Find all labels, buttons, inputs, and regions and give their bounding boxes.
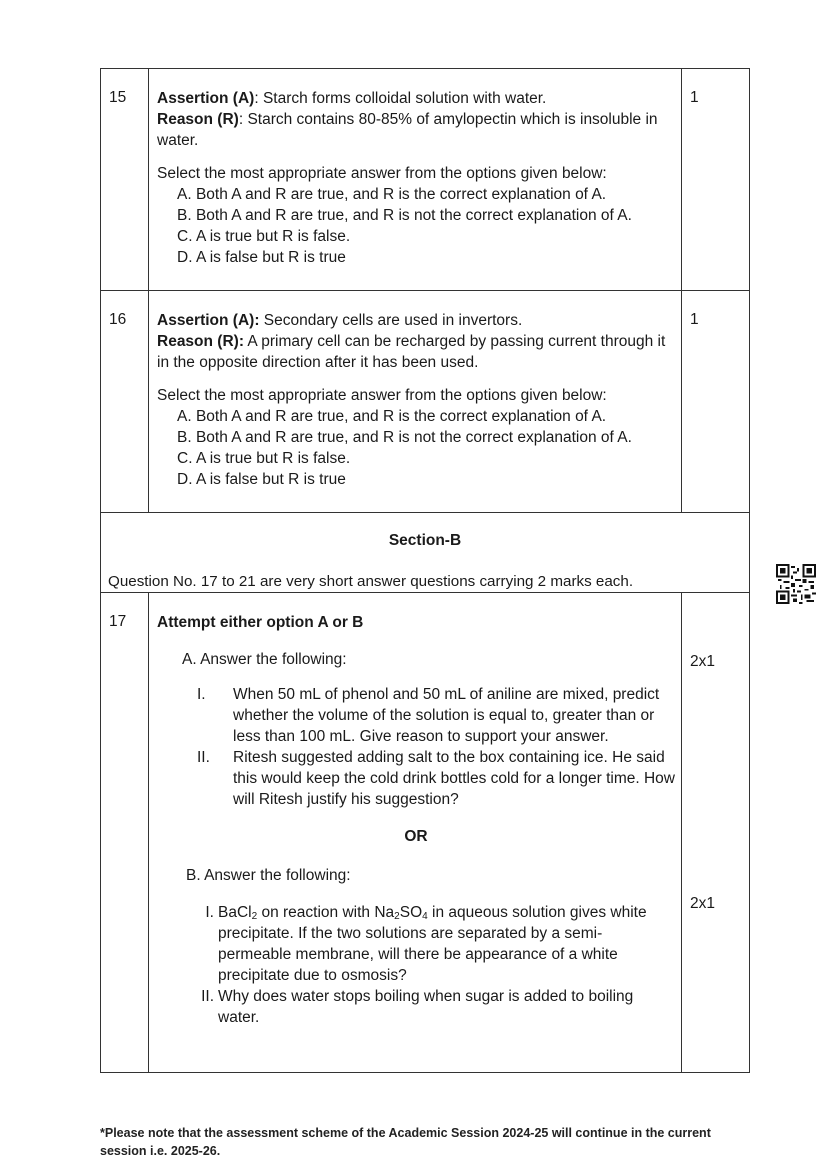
section-description: Question No. 17 to 21 are very short answer questions carrying 2 marks each.	[108, 573, 634, 590]
assertion-text: : Starch forms colloidal solution with water.	[254, 90, 547, 107]
question-row-17	[101, 593, 750, 1073]
option-a-marks: 2x1	[690, 653, 715, 670]
question-row-16	[101, 291, 750, 513]
option-a: A. Both A and R are true, and R is the correct explanation of A.	[177, 186, 607, 203]
option-a: A. Both A and R are true, and R is the correct explanation of A.	[177, 408, 607, 425]
assertion-label: Assertion (A):	[157, 312, 260, 329]
question-marks: 1	[682, 291, 750, 513]
assertion-label: Assertion (A)	[157, 90, 255, 107]
option-b-label: B. Answer the following:	[186, 867, 351, 884]
assertion-line	[157, 310, 675, 331]
assertion-line	[157, 88, 675, 109]
reason-label: Reason (R)	[157, 111, 239, 128]
item-numeral: I.	[197, 686, 206, 703]
question-body	[149, 291, 682, 513]
instruction: Select the most appropriate answer from the options given below:	[157, 387, 607, 404]
question-marks: 1	[682, 69, 750, 291]
qr-code-icon	[776, 564, 816, 604]
option-c: C. A is true but R is false.	[177, 228, 351, 245]
item-numeral: II.	[197, 749, 210, 766]
option-a-item-2	[157, 747, 675, 810]
or-separator: OR	[404, 828, 428, 845]
section-title: Section-B	[388, 532, 462, 549]
question-heading: Attempt either option A or B	[157, 614, 364, 631]
footer-note: *Please note that the assessment scheme of the Academic Session 2024-25 will continue in the current session i.e. 2025-26.	[100, 1126, 711, 1158]
option-b: B. Both A and R are true, and R is not the correct explanation of A.	[177, 429, 632, 446]
option-d: D. A is false but R is true	[177, 471, 346, 488]
reason-text: A primary cell can be recharged by passing current through it in the opposite direction after it has been used.	[157, 333, 666, 371]
reason-text: : Starch contains 80-85% of amylopectin which is insoluble in water.	[157, 111, 658, 149]
assertion-text: Secondary cells are used in invertors.	[259, 312, 523, 329]
option-a-label: A. Answer the following:	[182, 651, 347, 668]
option-b-item-1	[157, 902, 675, 986]
option-c: C. A is true but R is false.	[177, 450, 351, 467]
question-number: 17	[101, 593, 149, 1073]
reason-label: Reason (R):	[157, 333, 244, 350]
item-text: Ritesh suggested adding salt to the box containing ice. He said this would keep the cold drink bottles cold for a longer time. How will Ritesh justify his suggestion?	[233, 749, 675, 808]
item-numeral: II.	[201, 988, 214, 1005]
item-text: Why does water stops boiling when sugar is added to boiling water.	[218, 988, 634, 1026]
reason-line	[157, 331, 675, 373]
option-d: D. A is false but R is true	[177, 249, 346, 266]
section-b-cell	[101, 513, 750, 593]
item-numeral: I.	[205, 904, 214, 921]
question-marks-cell	[682, 593, 750, 1073]
section-b-row	[101, 513, 750, 593]
option-b-item-2	[157, 986, 675, 1028]
question-number: 16	[101, 291, 149, 513]
question-number: 15	[101, 69, 149, 291]
option-a-item-1	[157, 684, 675, 747]
item-text: When 50 mL of phenol and 50 mL of aniline are mixed, predict whether the volume of the solution is equal to, greater than or less than 100 mL. Give reason to support your answer.	[233, 686, 660, 745]
option-b-marks: 2x1	[690, 895, 715, 912]
question-body	[149, 593, 682, 1073]
reason-line	[157, 109, 675, 151]
question-row-15	[101, 69, 750, 291]
question-table	[100, 68, 750, 1073]
option-b: B. Both A and R are true, and R is not the correct explanation of A.	[177, 207, 632, 224]
instruction: Select the most appropriate answer from the options given below:	[157, 165, 607, 182]
question-body	[149, 69, 682, 291]
item-text: BaCl$_2$ on reaction with $Na_2SO_4$ in aqueous solution gives white precipitate. If the two solutions are separated by a semi-permeable membrane, will there be appearance of a white precipitate due to osmosis?	[218, 904, 647, 984]
